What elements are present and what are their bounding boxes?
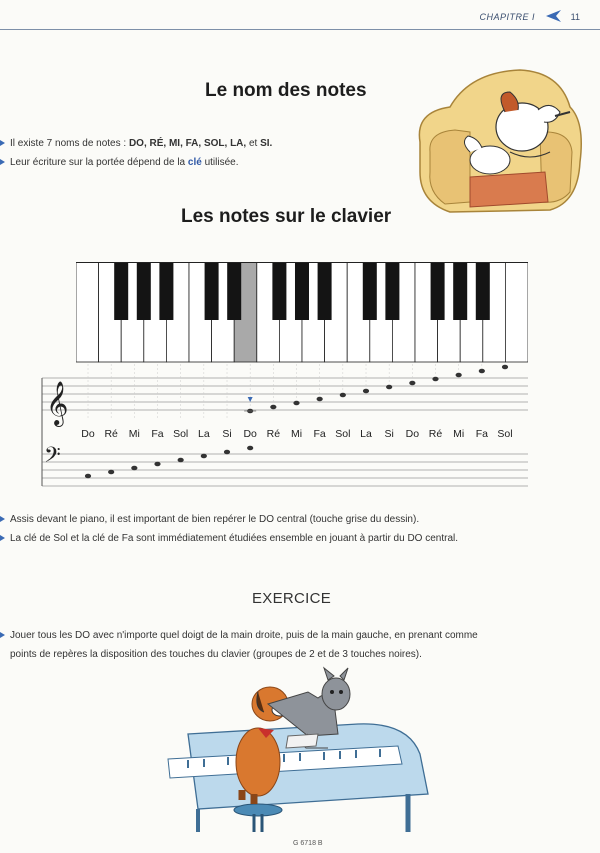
- piano-keyboard: [76, 262, 528, 364]
- note-label: Fa: [151, 428, 164, 440]
- bullet-notes: SI.: [260, 138, 273, 149]
- exercise-line-1: Jouer tous les DO avec n'importe quel doigt de la main droite, puis de la main gauche, en prenant comme: [0, 626, 590, 645]
- treble-staff: [42, 378, 528, 410]
- header-rule: [0, 29, 600, 30]
- bullet-notes: DO, RÉ, MI, FA, SOL, LA,: [128, 138, 247, 149]
- treble-notes: [247, 365, 508, 414]
- dog-in-armchair-illustration: [410, 52, 588, 222]
- treble-note: [502, 365, 508, 370]
- catalog-code: G 6718 B: [293, 840, 323, 847]
- chapter-label: CHAPITRE I: [479, 12, 535, 22]
- note-label: La: [197, 428, 210, 440]
- bass-note: [85, 474, 91, 479]
- keyboard-bullets: [0, 510, 458, 548]
- note-label: Fa: [475, 428, 488, 440]
- treble-note: [363, 389, 369, 394]
- chevron-left-icon: [544, 9, 562, 23]
- note-label: Do: [81, 428, 95, 440]
- note-label: Fa: [313, 428, 326, 440]
- note-label: Si: [384, 428, 394, 440]
- treble-note: [479, 369, 485, 374]
- bullet-note-count: [0, 134, 272, 153]
- black-key: [205, 262, 219, 320]
- note-label: Mi: [128, 428, 140, 440]
- black-key: [431, 262, 445, 320]
- bullet-text: Il existe 7 noms de notes :: [10, 138, 129, 149]
- note-label: La: [360, 428, 372, 440]
- note-label: Sol: [497, 428, 513, 440]
- key-guide-lines: [88, 364, 505, 420]
- bullet-text: utilisée.: [201, 157, 239, 168]
- treble-note: [317, 397, 323, 402]
- exercise-title: EXERCICE: [252, 590, 332, 607]
- bass-note: [247, 446, 253, 451]
- black-key: [227, 262, 241, 320]
- bullet-text: et: [246, 138, 261, 149]
- treble-note: [456, 373, 462, 378]
- note-label: Si: [222, 428, 232, 440]
- bullet-text: Leur écriture sur la portée dépend de la: [10, 157, 188, 168]
- exercise-instructions: [0, 626, 590, 664]
- bass-note: [131, 466, 137, 471]
- bass-note: [178, 458, 184, 463]
- exercise-line-2: points de repères la disposition des touches du clavier (groupes de 2 et de 3 touches noires).: [10, 649, 422, 660]
- page-header: [0, 0, 600, 32]
- section-title-note-names: Le nom des notes: [205, 80, 367, 101]
- black-key: [476, 262, 490, 320]
- white-key: [505, 262, 528, 362]
- treble-clef-icon: 𝄞: [46, 381, 69, 425]
- black-key: [159, 262, 173, 320]
- bass-staff: [42, 454, 528, 486]
- black-key: [318, 262, 332, 320]
- page-number: 11: [570, 12, 580, 22]
- bass-clef-icon: 𝄢: [44, 443, 61, 473]
- note-label: Ré: [104, 428, 118, 440]
- note-label: Mi: [453, 428, 465, 440]
- treble-note: [270, 405, 276, 410]
- white-key: [76, 262, 99, 362]
- grand-staff: [40, 364, 530, 490]
- treble-note: [409, 381, 415, 386]
- note-label: Sol: [173, 428, 189, 440]
- bullet-clef: [0, 153, 272, 172]
- note-label: Ré: [428, 428, 443, 440]
- black-key: [453, 262, 467, 320]
- note-label: Ré: [266, 428, 281, 440]
- note-label: Do: [405, 428, 420, 440]
- bullet-central-do: Assis devant le piano, il est important de bien repérer le DO central (touche grise du dessin).: [0, 510, 458, 529]
- clef-keyword: clé: [187, 157, 202, 168]
- note-label: Do: [243, 428, 257, 440]
- treble-note: [432, 377, 438, 382]
- treble-note: [293, 401, 299, 406]
- treble-note: [340, 393, 346, 398]
- black-key: [272, 262, 286, 320]
- bass-note: [224, 450, 230, 455]
- note-names-bullets: [0, 134, 272, 172]
- black-key: [385, 262, 399, 320]
- section-title-keyboard-notes: Les notes sur le clavier: [181, 206, 392, 227]
- black-key: [295, 262, 309, 320]
- bass-note: [201, 454, 207, 459]
- treble-note: [386, 385, 392, 390]
- bass-note: [154, 462, 160, 467]
- note-label: Sol: [335, 428, 351, 440]
- black-key: [137, 262, 151, 320]
- bass-note: [108, 470, 114, 475]
- bullet-clefs-together: La clé de Sol et la clé de Fa sont immédiatement étudiées ensemble en jouant à partir du DO central.: [0, 529, 458, 548]
- black-key: [114, 262, 128, 320]
- black-key: [363, 262, 377, 320]
- dog-and-cat-at-piano-illustration: [158, 664, 436, 834]
- central-do-marker-icon: [248, 397, 253, 402]
- note-label: Mi: [290, 428, 303, 440]
